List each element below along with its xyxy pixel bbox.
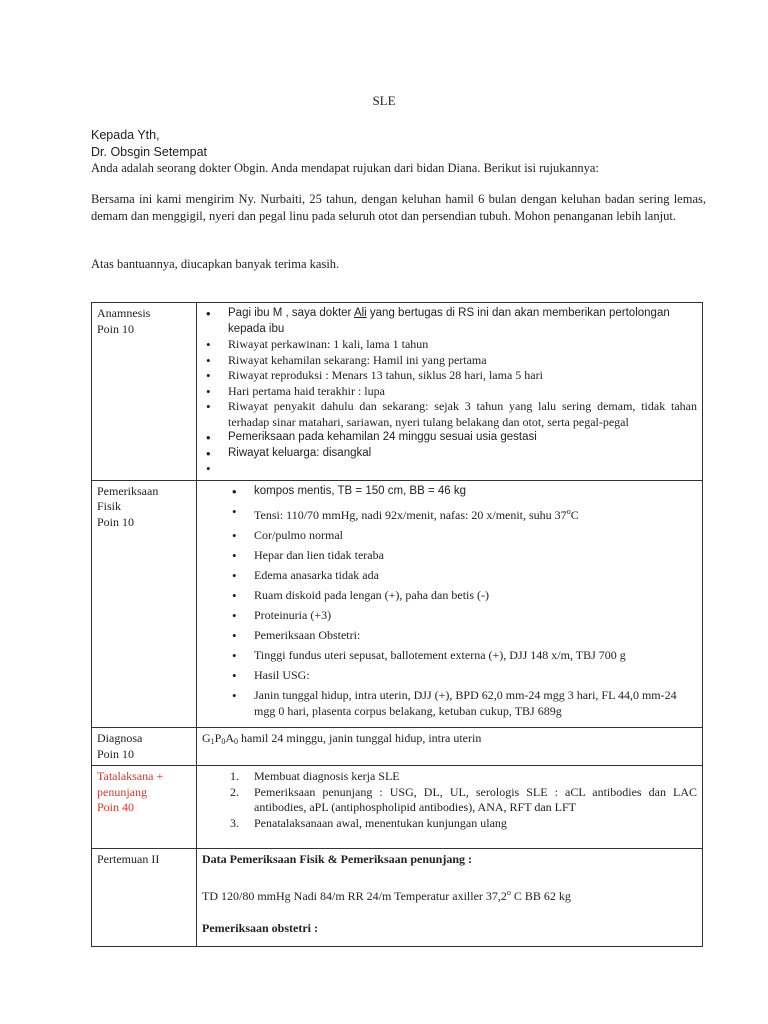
anamnesis-list	[202, 306, 697, 477]
list-item: • Janin tunggal hidup, intra uterin, DJJ (+), BPD 62,0 mm-24 mgg 3 hari, FL 44,0 mm-24 mgg 0 hari, plasenta corpus belakang, ketuban cukup, TBJ 689g	[254, 688, 697, 719]
list-item: • Riwayat reproduksi : Menars 13 tahun, siklus 28 hari, lama 5 hari	[228, 368, 697, 384]
label-tatalaksana-line-1: Tatalaksana +	[97, 769, 164, 784]
list-item: • Hari pertama haid terakhir : lupa	[228, 384, 697, 400]
spacer	[202, 904, 697, 921]
label-diagnosa	[92, 728, 197, 766]
row-pertemuan	[92, 849, 703, 947]
list-item: • Pemeriksaan Obstetri:	[254, 628, 697, 644]
greeting	[91, 127, 706, 161]
list-item: 2. Pemeriksaan penunjang : USG, DL, UL, serologis SLE : aCL antibodies dan LAC antibodies, aPL (antiphospholipid antibodies), ANA, RFT dan LFT	[230, 784, 697, 815]
list-item: • Tinggi fundus uteri sepusat, ballotement externa (+), DJJ 148 x/m, TBJ 700 g	[254, 648, 697, 664]
thanks-line: Atas bantuannya, diucapkan banyak terima kasih.	[91, 257, 340, 271]
label-fisik-points: Poin 10	[97, 514, 135, 529]
pemeriksaan-fisik-content	[197, 480, 703, 728]
row-anamnesis	[92, 303, 703, 481]
anamnesis-content	[197, 303, 703, 481]
list-item: • kompos mentis, TB = 150 cm, BB = 46 kg	[254, 484, 697, 500]
tatalaksana-content	[197, 766, 703, 849]
label-fisik-line-1: Pemeriksaan	[97, 483, 159, 498]
spacer	[202, 868, 697, 885]
spacer	[202, 937, 697, 943]
doctor-name: Ali	[353, 307, 367, 319]
label-tatalaksana-line-2: penunjang	[97, 784, 147, 799]
row-pemeriksaan-fisik	[92, 480, 703, 728]
label-anamnesis-points: Poin 10	[97, 321, 135, 336]
row-tatalaksana	[92, 766, 703, 849]
list-item: • Hasil USG:	[254, 668, 697, 684]
obstetri-heading: Pemeriksaan obstetri :	[202, 921, 318, 936]
list-item: • Cor/pulmo normal	[254, 528, 697, 544]
list-item: • Proteinuria (+3)	[254, 608, 697, 624]
fisik-list	[202, 484, 697, 720]
label-fisik-line-2: Fisik	[97, 499, 122, 513]
greeting-line-1: Kepada Yth,	[91, 128, 160, 142]
list-item: • Ruam diskoid pada lengan (+), paha dan betis (-)	[254, 588, 697, 604]
list-item: • Riwayat kehamilan sekarang: Hamil ini yang pertama	[228, 353, 697, 369]
label-anamnesis	[92, 303, 197, 481]
list-item: • Riwayat keluarga: disangkal	[228, 446, 697, 462]
greeting-line-2: Dr. Obsgin Setempat	[91, 145, 208, 159]
list-item: • Hepar dan lien tidak teraba	[254, 548, 697, 564]
referral-paragraph: Bersama ini kami mengirim Ny. Nurbaiti, 25 tahun, dengan keluhan hamil 6 bulan dengan keluhan badan sering lemas, demam dan menggigil, nyeri dan pegal linu pada seluruh otot dan persendian tubuh. Mohon penanganan lebih lanjut.	[91, 192, 706, 223]
pertemuan-heading: Data Pemeriksaan Fisik & Pemeriksaan penunjang :	[202, 852, 472, 867]
list-item-empty	[228, 461, 697, 477]
list-item: • Riwayat penyakit dahulu dan sekarang: sejak 3 tahun yang lalu sering demam, tidak tahan terhadap sinar matahari, sariawan, nyeri tulang belakang dan otot, serta pegal-pegal	[228, 399, 697, 430]
list-item: • Pemeriksaan pada kehamilan 24 minggu sesuai usia gestasi	[228, 430, 697, 446]
document-title: SLE	[372, 93, 396, 108]
label-pemeriksaan-fisik	[92, 480, 197, 728]
pertemuan-content	[197, 849, 703, 947]
label-tatalaksana	[92, 766, 197, 849]
case-table	[91, 302, 703, 947]
label-diagnosa-points: Poin 10	[97, 746, 135, 761]
spacer	[202, 831, 697, 845]
tatalaksana-list	[202, 769, 697, 831]
diagnosa-content: $G_1P_0A_0$ hamil 24 minggu, janin tunggal hidup, intra uterin	[197, 728, 703, 766]
label-tatalaksana-points: Poin 40	[97, 800, 135, 815]
list-item: • Riwayat perkawinan: 1 kali, lama 1 tahun	[228, 337, 697, 353]
label-pertemuan: Pertemuan II	[92, 849, 197, 947]
label-anamnesis-title: Anamnesis	[97, 306, 151, 320]
list-item: • Edema anasarka tidak ada	[254, 568, 697, 584]
vital-signs: TD 120/80 mmHg Nadi 84/m RR 24/m Temperatur axiller 37,2$^o$ C BB 62 kg	[202, 887, 571, 903]
list-item: • Tensi: 110/70 mmHg, nadi 92x/menit, nafas: 20 x/menit, suhu 37$^o$C	[254, 504, 697, 524]
list-item: 1. Membuat diagnosis kerja SLE	[230, 769, 400, 784]
label-diagnosa-title: Diagnosa	[97, 731, 143, 746]
row-diagnosa	[92, 728, 703, 766]
list-item: 3. Penatalaksanaan awal, menentukan kunjungan ulang	[230, 815, 507, 830]
referral-intro: Anda adalah seorang dokter Obgin. Anda mendapat rujukan dari bidan Diana. Berikut isi rujukannya:	[91, 161, 599, 175]
list-item: • Pagi ibu M , saya dokter Ali yang bertugas di RS ini dan akan memberikan pertolongan kepada ibu	[228, 306, 697, 337]
